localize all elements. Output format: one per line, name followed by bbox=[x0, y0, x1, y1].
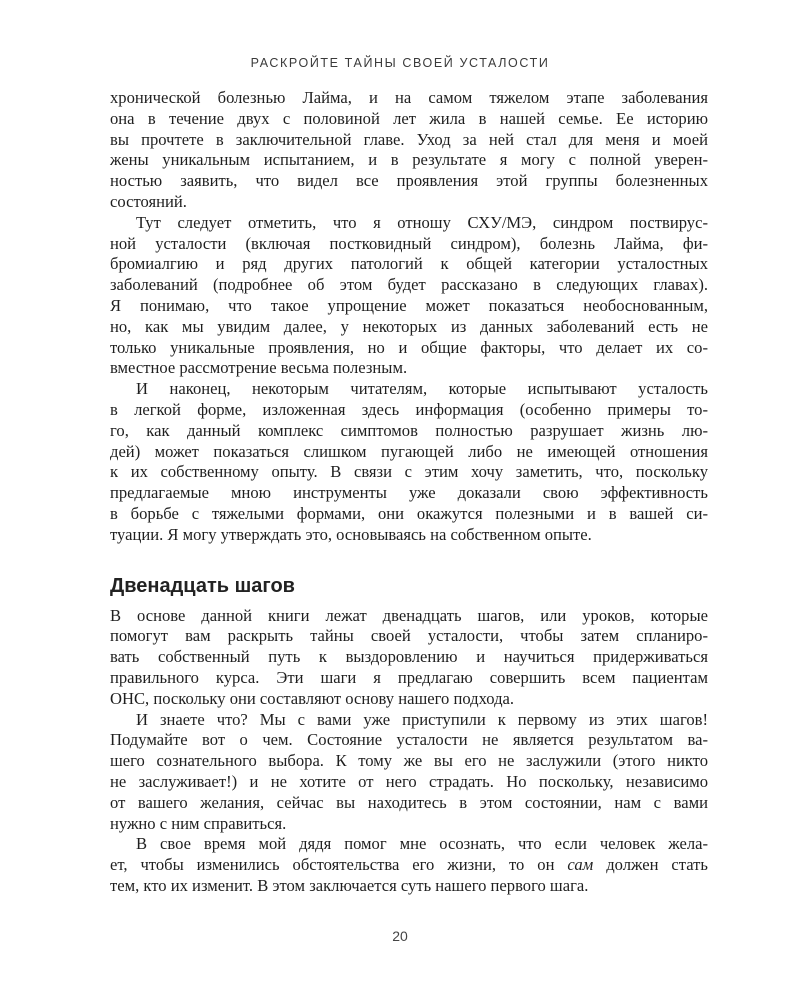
section-heading: Двенадцать шагов bbox=[110, 574, 295, 597]
text-line: заболеваний (подробнее об этом будет рассказано в следующих главах). bbox=[110, 275, 708, 295]
text-line: в борьбе с тяжелыми формами, они окажутся полезными и в вашей си- bbox=[110, 503, 708, 523]
text-line: го, как данный комплекс симптомов полностью разрушает жизнь лю- bbox=[110, 420, 708, 440]
text-line: состояний. bbox=[110, 191, 187, 211]
text-line: шего сознательного выбора. К тому же вы его не заслужили (этого никто bbox=[110, 751, 708, 771]
paragraph-fatigue-category bbox=[110, 213, 708, 379]
text-line: от вашего желания, сейчас вы находитесь в этом состоянии, нам с вами bbox=[110, 792, 708, 812]
text-line: ной усталости (включая постковидный синдром), болезнь Лайма, фи- bbox=[110, 233, 708, 253]
text-line: вместное рассмотрение весьма полезным. bbox=[110, 358, 408, 378]
text-line: к их собственному опыту. В связи с этим хочу заметить, что, поскольку bbox=[110, 462, 708, 482]
text-line: В свое время мой дядя помог мне осознать, что если человек жела- bbox=[136, 834, 708, 854]
body-text bbox=[110, 88, 708, 897]
text-line: вы прочтете в заключительной главе. Уход за ней стал для меня и моей bbox=[110, 129, 708, 149]
text-line: Я понимаю, что такое упрощение может показаться необоснованным, bbox=[110, 295, 708, 315]
text-line: жены уникальным испытанием, и в результате я могу с полной уверен- bbox=[110, 150, 708, 170]
emphasis-text: сам bbox=[567, 855, 594, 875]
text-line: нужно с ним справиться. bbox=[110, 813, 287, 833]
text-line: Подумайте вот о чем. Состояние усталости не является результатом ва- bbox=[110, 730, 708, 750]
text-line: не заслуживает!) и не хотите от него страдать. Но поскольку, независимо bbox=[110, 771, 708, 791]
text-line: И наконец, некоторым читателям, которые испытывают усталость bbox=[136, 379, 708, 399]
text-line: тем, кто их изменит. В этом заключается суть нашего первого шага. bbox=[110, 875, 589, 895]
text-line: она в течение двух с половиной лет жила в нашей семье. Ее историю bbox=[110, 108, 708, 128]
text-line: правильного курса. Эти шаги я предлагаю совершить всем пациентам bbox=[110, 667, 708, 687]
paragraph-first-step bbox=[110, 710, 708, 835]
text-line: вать собственный путь к выздоровлению и научиться придерживаться bbox=[110, 647, 708, 667]
text-line: ОНС, поскольку они составляют основу нашего подхода. bbox=[110, 688, 515, 708]
text-line: помогут вам раскрыть тайны своей усталости, чтобы затем спланиро- bbox=[110, 626, 708, 646]
text-line: предлагаемые мною инструменты уже доказали свою эффективность bbox=[110, 483, 708, 503]
text-line: туации. Я могу утверждать это, основываясь на собственном опыте. bbox=[110, 524, 592, 544]
text-segment: ет, чтобы изменились обстоятельства его жизни, то он bbox=[110, 855, 568, 875]
page-number: 20 bbox=[392, 928, 408, 944]
text-line: в легкой форме, изложенная здесь информация (особенно примеры то- bbox=[110, 399, 708, 419]
paragraph-lyme-history bbox=[110, 88, 708, 213]
running-header: РАСКРОЙТЕ ТАЙНЫ СВОЕЙ УСТАЛОСТИ bbox=[250, 56, 550, 70]
text-line: только уникальные проявления, но и общие факторы, что делает их со- bbox=[110, 337, 708, 357]
paragraph-uncle-advice bbox=[110, 834, 708, 896]
text-line: но, как мы увидим далее, у некоторых из данных заболеваний есть не bbox=[110, 316, 708, 336]
text-line bbox=[110, 855, 708, 876]
text-line: бромиалгию и ряд других патологий к общей категории усталостных bbox=[110, 254, 708, 274]
text-line: ностью заявить, что видел все проявления этой группы болезненных bbox=[110, 171, 708, 191]
text-line: дей) может показаться слишком пугающей либо не имеющей отношения bbox=[110, 441, 708, 461]
text-line: хронической болезнью Лайма, и на самом тяжелом этапе заболевания bbox=[110, 88, 708, 107]
text-line: В основе данной книги лежат двенадцать шагов, или уроков, которые bbox=[110, 605, 708, 625]
text-line: И знаете что? Мы с вами уже приступили к первому из этих шагов! bbox=[136, 709, 708, 729]
text-line: Тут следует отметить, что я отношу СХУ/МЭ, синдром поствирус- bbox=[136, 212, 708, 232]
paragraph-twelve-steps bbox=[110, 606, 708, 710]
text-segment: должен стать bbox=[593, 855, 708, 875]
paragraph-mild-fatigue bbox=[110, 379, 708, 545]
